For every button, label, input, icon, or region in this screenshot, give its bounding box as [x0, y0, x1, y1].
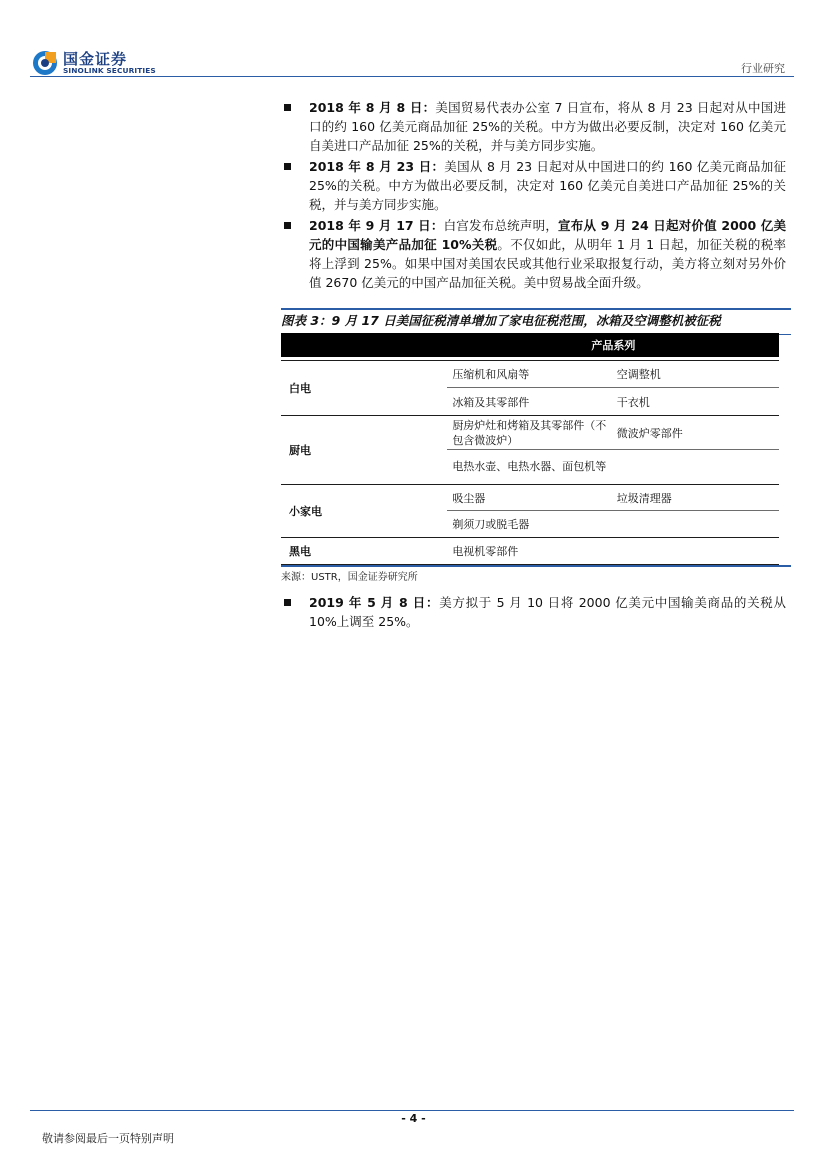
bullet-text — [309, 157, 786, 214]
bullet-body-emphasis: 宣布从 9 月 24 日起对价值 2000 亿美元的中国输美产品加征 10%关税 — [309, 218, 786, 252]
table-header-row — [281, 333, 779, 357]
footer-divider — [30, 1110, 794, 1111]
table-row — [281, 361, 779, 388]
table-cell: 压缩机和风扇等 — [448, 361, 613, 388]
disclaimer-text: 敬请参阅最后一页特别声明 — [42, 1132, 174, 1145]
bullet-square-icon — [284, 599, 291, 606]
bullet-body: 美国贸易代表办公室 7 日宣布，将从 8 月 23 日起对从中国进口的约 160 亿美元商品加征 25%的关税。中方为做出必要反制，决定对 160 亿美元自美进口产品加征 25%的关税，并与美方同步实施。 — [309, 100, 786, 153]
table-cell: 微波炉零部件 — [613, 416, 779, 450]
page-number: - 4 - — [401, 1112, 426, 1125]
category-black-appliance: 黑电 — [281, 538, 448, 565]
category-small-appliance: 小家电 — [281, 485, 448, 538]
bullet-square-icon — [284, 163, 291, 170]
table-cell: 剃须刀或脱毛器 — [448, 511, 613, 538]
logo-chinese-name: 国金证券 — [63, 50, 128, 68]
table-cell — [613, 538, 779, 565]
table-header-product-series: 产品系列 — [448, 333, 779, 357]
bullet-text — [309, 216, 786, 292]
logo-mark-icon — [32, 50, 58, 76]
figure-bottom-divider — [281, 565, 791, 567]
table-cell: 空调整机 — [613, 361, 779, 388]
header-divider — [30, 76, 794, 77]
report-section-label: 行业研究 — [741, 62, 785, 75]
bullet-text — [309, 98, 786, 155]
bullet-body: 美国从 8 月 23 日起对从中国进口的约 160 亿美元商品加征 25%的关税。中方为做出必要反制，决定对 160 亿美元自美进口产品加征 25%的关税，并与美方同步实施。 — [309, 159, 786, 212]
table-cell — [613, 450, 779, 485]
product-table — [281, 333, 779, 565]
bullet-square-icon — [284, 222, 291, 229]
category-white-appliance: 白电 — [281, 361, 448, 416]
table-cell: 垃圾清理器 — [613, 485, 779, 511]
bullet-date: 2018 年 8 月 8 日： — [309, 100, 436, 115]
table-cell: 冰箱及其零部件 — [448, 388, 613, 416]
table-cell: 吸尘器 — [448, 485, 613, 511]
table-header-blank — [281, 333, 448, 357]
bullet-text — [309, 593, 786, 631]
bullet-item — [284, 216, 786, 306]
bullet-square-icon — [284, 104, 291, 111]
bullet-date: 2018 年 9 月 17 日： — [309, 218, 444, 233]
table-row — [281, 416, 779, 450]
bullet-body-lead: 白宫发布总统声明， — [443, 218, 559, 233]
bullet-body: 美方拟于 5 月 10 日将 2000 亿美元中国输美商品的关税从 10%上调至 25%。 — [309, 595, 787, 629]
category-kitchen-appliance: 厨电 — [281, 416, 448, 485]
table-cell: 电热水壶、电热水器、面包机等 — [448, 450, 613, 485]
bullet-item — [284, 593, 786, 633]
table-cell: 电视机零部件 — [448, 538, 613, 565]
bullet-item — [284, 157, 786, 217]
table-cell: 厨房炉灶和烤箱及其零部件（不包含微波炉） — [448, 416, 613, 450]
company-logo — [32, 46, 162, 78]
bullet-item — [284, 98, 786, 158]
bullet-date: 2019 年 5 月 8 日： — [309, 595, 440, 610]
figure-title: 图表 3：9 月 17 日美国征税清单增加了家电征税范围，冰箱及空调整机被征税 — [281, 308, 791, 335]
table-cell — [613, 511, 779, 538]
logo-english-name: SINOLINK SECURITIES — [63, 66, 156, 75]
table-cell: 干衣机 — [613, 388, 779, 416]
bullet-body-rest: 。不仅如此，从明年 1 月 1 日起，加征关税的税率将上浮到 25%。如果中国对美国农民或其他行业采取报复行动，美方将立刻对另外价值 2670 亿美元的中国产品加征关税。美中贸易战全面升级。 — [309, 237, 786, 290]
table-row — [281, 538, 779, 565]
table-row — [281, 485, 779, 511]
figure-source: 来源：USTR，国金证券研究所 — [281, 572, 418, 583]
bullet-date: 2018 年 8 月 23 日： — [309, 159, 445, 174]
